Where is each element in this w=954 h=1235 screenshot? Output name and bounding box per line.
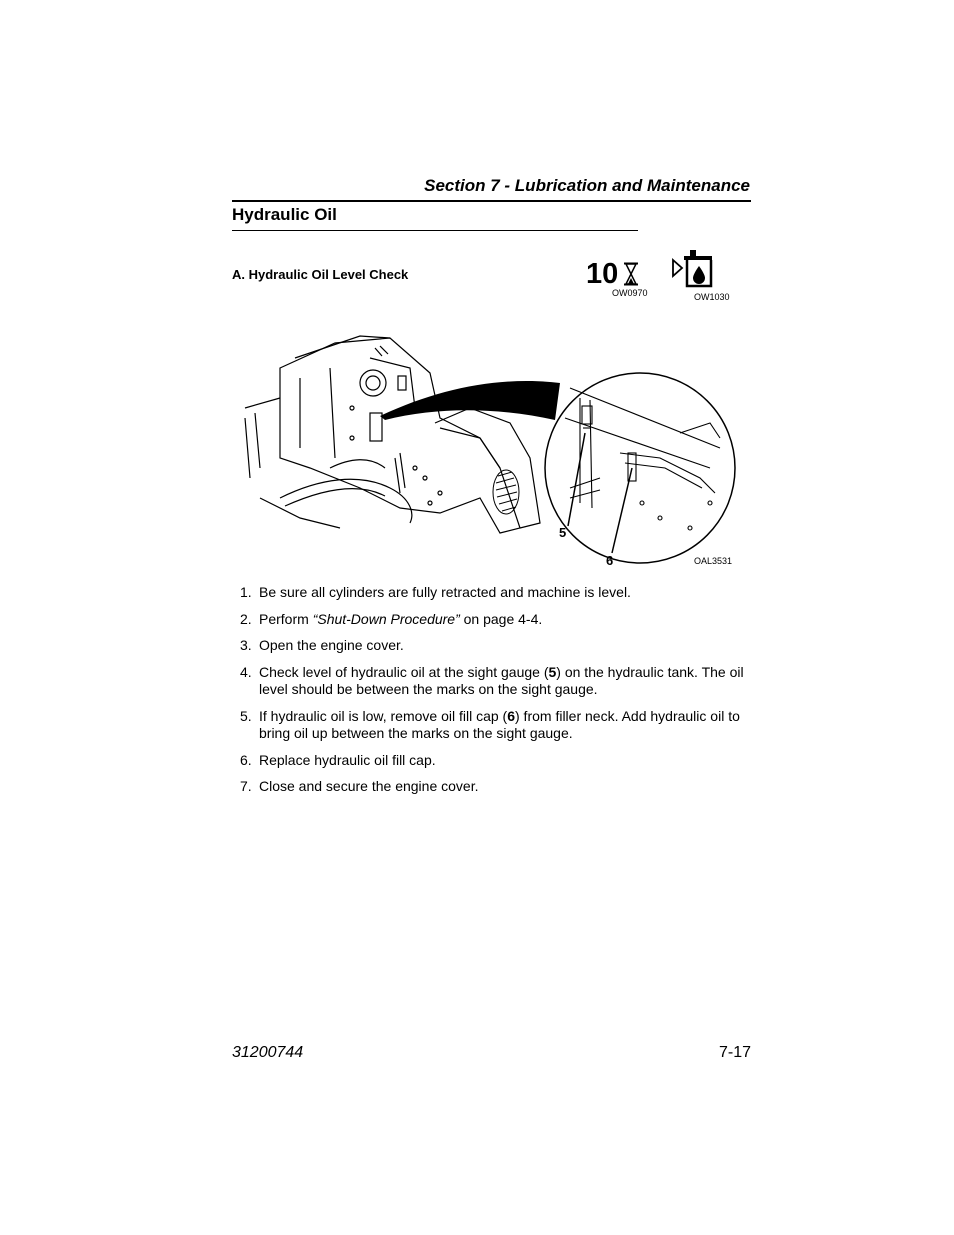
step-2-reference: “Shut-Down Procedure” <box>312 610 460 627</box>
step-4: 4. Check level of hydraulic oil at the sight gauge (5) on the hydraulic tank. The oil level should be between the marks on the sight gauge. <box>240 663 744 697</box>
step-2: 2. Perform “Shut-Down Procedure” on page 4-4. <box>240 610 543 627</box>
interval-code: OW0970 <box>612 288 648 298</box>
procedure-steps <box>232 584 752 805</box>
section-title: Section 7 - Lubrication and Maintenance <box>424 176 750 195</box>
callout-5: 5 <box>559 525 567 540</box>
doc-number: 31200744 <box>232 1044 304 1061</box>
page-number: 7-17 <box>718 1044 751 1061</box>
heading-rule <box>232 230 638 231</box>
interval-hours: 10 <box>586 258 619 290</box>
fluid-code: OW1030 <box>694 292 730 302</box>
step-7: 7. Close and secure the engine cover. <box>240 778 479 794</box>
figure-code: OAL3531 <box>694 556 733 566</box>
hydraulic-fluid-icon <box>670 248 718 290</box>
subheading: A. Hydraulic Oil Level Check <box>232 267 409 282</box>
step-6: 6. Replace hydraulic oil fill cap. <box>240 751 436 768</box>
header-rule <box>232 200 751 202</box>
hourglass-icon <box>622 262 640 286</box>
step-1: 1. Be sure all cylinders are fully retracted and machine is level. <box>240 584 631 600</box>
callout-6: 6 <box>606 553 614 568</box>
step-3: 3. Open the engine cover. <box>240 637 404 653</box>
step-5: 5. If hydraulic oil is low, remove oil fill cap (6) from filler neck. Add hydraulic oil to bring oil up between the marks on the sight gauge. <box>240 707 740 741</box>
hydraulic-tank-illustration <box>240 328 740 576</box>
page-heading: Hydraulic Oil <box>232 205 337 224</box>
